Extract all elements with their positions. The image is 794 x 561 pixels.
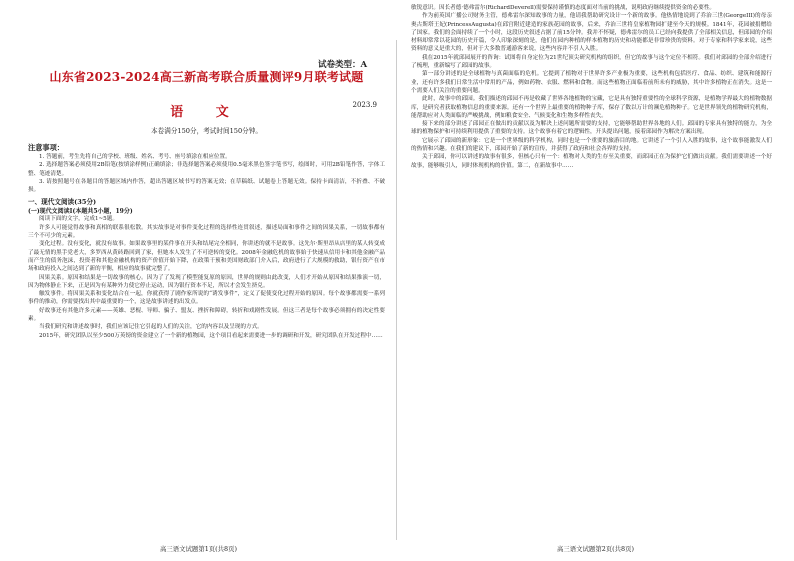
body-paragraph: 此时，故事中的邱园。我们描述的邱园不再是收藏了世界各地植物的宝藏，它是具有独特重要性的全球科学资源，是植物学界最大的植物数据库，是研究者获取植物信息的重要来源。还有一个世界上最重要的植物种子库，保存了数以万计的濒危植物种子。它是世界领先的植物研究机构，能帮助应对人类面临的严峻挑战，例如粮食安全、气候变化和生物多样性丧失。 [411,96,772,119]
notice-item: 3. 请按照题号在各题目的答题区域内作答，超出答题区域书写的答案无效；在草稿纸、试题卷上答题无效。保持卡面清洁，不折叠、不破损。 [28,178,385,194]
body-paragraph: 许多人可能觉得故事和真相的联系很松散。其实故事是对事件变化过程的选择性连贯叙述，描述局面和事件之间的因果关系，一切故事都有三个不可少的元素。 [28,224,385,240]
exam-type: 试卷类型：A [318,60,368,70]
subsection-heading: (一)现代文阅读Ⅰ(本题共5小题，19分) [28,208,133,216]
body-paragraph: 当我们研究和讲述故事时，我们应该记住它引起的人们的关注，它的内容以及呈现的方式。 [39,324,263,331]
body-paragraph: 作为前英国广播公司财务主管，德弗雷尔深知故事的力量，他请我帮助研究设计一个新的故事。他热情地说到了乔治三世(GeorgeIII)的母亲奥古斯塔王妃(PrincessAugusta)在邱宫附近建造的家族花园的故事，后来，乔治三世将皇家植物园扩建至今天的规模。1841年，花园被捐赠给了国家。我们的会面持续了一个小时，这段历史叙述占据了前15分钟。我并不怀疑，德弗雷尔的员工已经向我提供了全部相关信息，但邱园的介绍材料却常常以花园的历史开篇，令人印象深刻的是，他们在园内种植的样本植物的历史和功能都是非常珍贵的资料。对于专家和科学家来说，这些资料的意义是重大的，但对于大多数普通游客来说，这些内容并不引人入胜。 [411,13,772,53]
body-paragraph: 第一部分讲述的是全球植物与真菌面临的危机。它提到了植物对于世界许多产业极为重要，这些机构包括医疗、食品、纺织、建筑和能源行业，还有许多我们日常生活中常用的产品，例如药物、衣服、燃料和食物。而这些植物正面临着前所未有的威胁，其中许多植物正在消失。这是一个需要人们关注的重要问题。 [411,71,772,94]
exam-date: 2023.9 [352,101,377,109]
body-paragraph: 变化过程。没有变化，就没有故事。如果故事里的某件事在开头和结尾完全相同，你讲述的就不是故事。这先尔·斯里昂从店里的某人转变成了最无情的黑手党老大，多罗西从黄砖路回到了家，但她本人发生了不可逆转的变化。2008年金融危机的故事始于快速从信用卡和其他金融产品而产生的债务泡沫，投资者和其他金融机构的资产价值开始下降，在政策干预和美国财政部门介入后，政府进行了大规模的救助，银行资产在市场和政府投入之间达到了新的平衡，相应的故事就完整了。 [28,241,385,273]
body-paragraph: 接下来的部分讲述了邱园正在做出的贡献以及为解决上述问题所需要的支持，它能够帮助世界各地的人们。邱园的专家具有独特的能力，为全球的植物保护和可持续利用提供了重要的支持。这个故事有着它的逻辑性，开头提出问题，接着邱园作为解决方案出现。 [411,121,772,136]
body-paragraph: 因果关系。原因和结果是一切故事的核心。因为了了发现了模型能复原的原因，世界的规则由此改变，人们才开始从原因和结果推演一切，因为物体静止下来，正是因为有某种外力使它停止运动，因为银行资本不足，所以才会发生挤兑。 [28,274,385,289]
body-paragraph: 2015年，研究团队以至少500万英镑的资金建立了一个新的植物园，这个项目看起来需要进一步的调研和开发，研究团队在开发过程中…… [39,332,383,339]
right-page [397,0,794,561]
body-paragraph: 关于邱园，你可以讲述的故事有很多，但核心只有一个：植物对人类的生存至关重要，而邱园正在为保护它们做出贡献。我们需要讲述一个好故事，能够吸引人，同时体现机构的价值。第二，在新故事中…… [411,154,772,169]
page-footer: 高三语文试题第2页(共8页) [556,545,635,553]
notice-item: 1. 答题前，考生先将自己的学校、班级、姓名、考号、座号填涂在相应位置。 [39,154,231,160]
body-paragraph: 我在2015年就邱园展开的咨询：试图将自身定位为21世纪顶尖研究机构的组织，但它的故事与这个定位不相符。我们对邱园的全部介绍进行了梳理，重新编写了邱园的故事。 [411,54,772,70]
notice-item: 2. 选择题答案必须使用2B铅笔(按填涂样例)正确填涂；非选择题答案必须使用0.5毫米黑色签字笔书写，绘图时，可用2B铅笔作答，字体工整、笔迹清楚。 [28,162,385,177]
exam-title: 山东省2023-2024高三新高考联合质量测评9月联考试题 [49,70,364,84]
body-paragraph: 好故事还有其他许多元素——英雄、恶棍、导师、骗子、盟友、挫折和障碍，转折和戏剧性发展。但这三者是每个故事必须拥有的决定性要素。 [28,307,385,323]
subject-title: 语 文 [170,105,243,120]
body-paragraph: 触发事件。将因果关系和变化结合在一起，你就获得了剧作家所说的“诱发事件”，定义了促使变化过程开始的原因。每个故事都需要一系列事件的推动，你需要找出其中最重要的一个，这是故事讲述的出发点。 [28,291,385,306]
section-heading: 一、现代文阅读(35分) [28,198,97,207]
page-footer: 高三语文试题第1页(共8页) [159,545,238,553]
exam-meta: 本卷满分150分，考试时间150分钟。 [151,127,262,135]
subject-row [28,95,385,121]
notice-title: 注意事项： [28,143,64,152]
instruction: 阅读下面的文字，完成1~5题。 [39,216,118,223]
body-paragraph: 敏锐意识。因长者德·德弗雷尔(RichardDeverell)需要保持谨慎的态度面对当前的挑战，说明政府继续提供资金的必要性。 [411,5,716,11]
body-paragraph: 它展示了邱园的新形象：它是一个世界级的科学机构，同时也是一个重要的旅游目的地。它讲述了一个引人入胜的故事，这个故事能激发人们的热情和兴趣。在我们的建议下，邱园开始了新的宣传，并获得了政府和社会各界的支持。 [411,137,772,153]
